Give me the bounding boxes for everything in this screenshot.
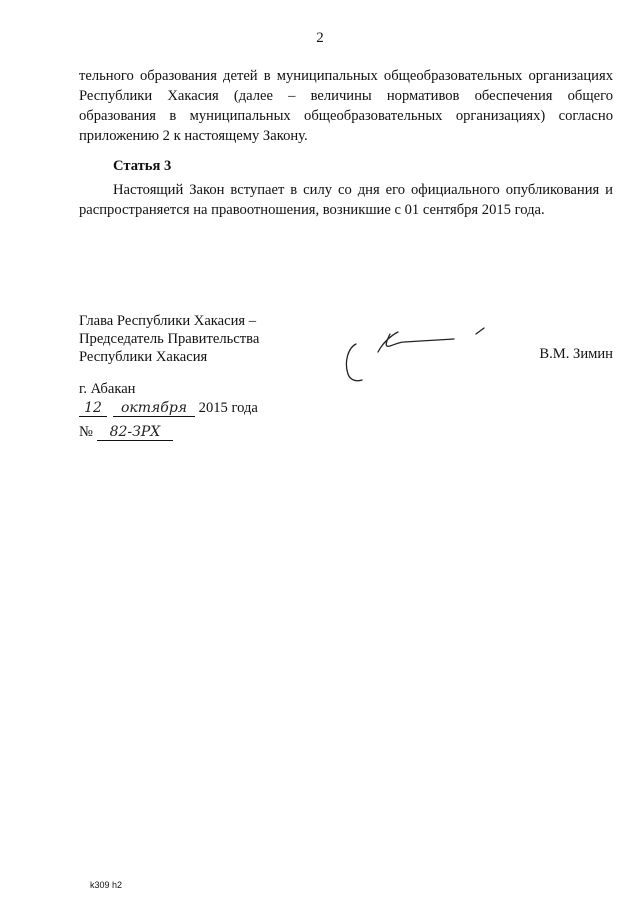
signing-date — [79, 400, 258, 417]
handwritten-law-number: 82-ЗРХ — [97, 424, 173, 441]
signatory-name: В.М. Зимин — [539, 346, 613, 362]
signatory-title-line-2: Председатель Правительства — [79, 331, 260, 347]
footer-code: k309 h2 — [90, 880, 123, 890]
handwritten-day: 12 — [79, 400, 107, 417]
paragraph-continuation: тельного образования детей в муниципальных общеобразовательных организациях Республики Хакасия (далее – величины нормативов обеспечения общего образования в муниципальных общеобразовательных организациях) согласно приложению 2 к настоящему Закону. — [79, 68, 613, 144]
article-text: Настоящий Закон вступает в силу со дня его официального опубликования и распространяется на правоотношения, возникшие с 01 сентября 2015 года. — [79, 182, 613, 218]
signatory-title — [79, 312, 259, 366]
place-of-signing: г. Абакан — [79, 381, 136, 397]
article-heading: Статья 3 — [113, 158, 172, 174]
handwritten-month: октября — [113, 400, 195, 417]
page-number: 2 — [316, 30, 324, 46]
signatory-title-line-1: Глава Республики Хакасия – — [79, 313, 257, 329]
number-sign: № — [79, 424, 93, 440]
date-year: 2015 года — [198, 400, 258, 416]
signatory-title-line-3: Республики Хакасия — [79, 349, 208, 365]
law-number — [79, 424, 173, 441]
handwritten-signature — [338, 322, 488, 386]
